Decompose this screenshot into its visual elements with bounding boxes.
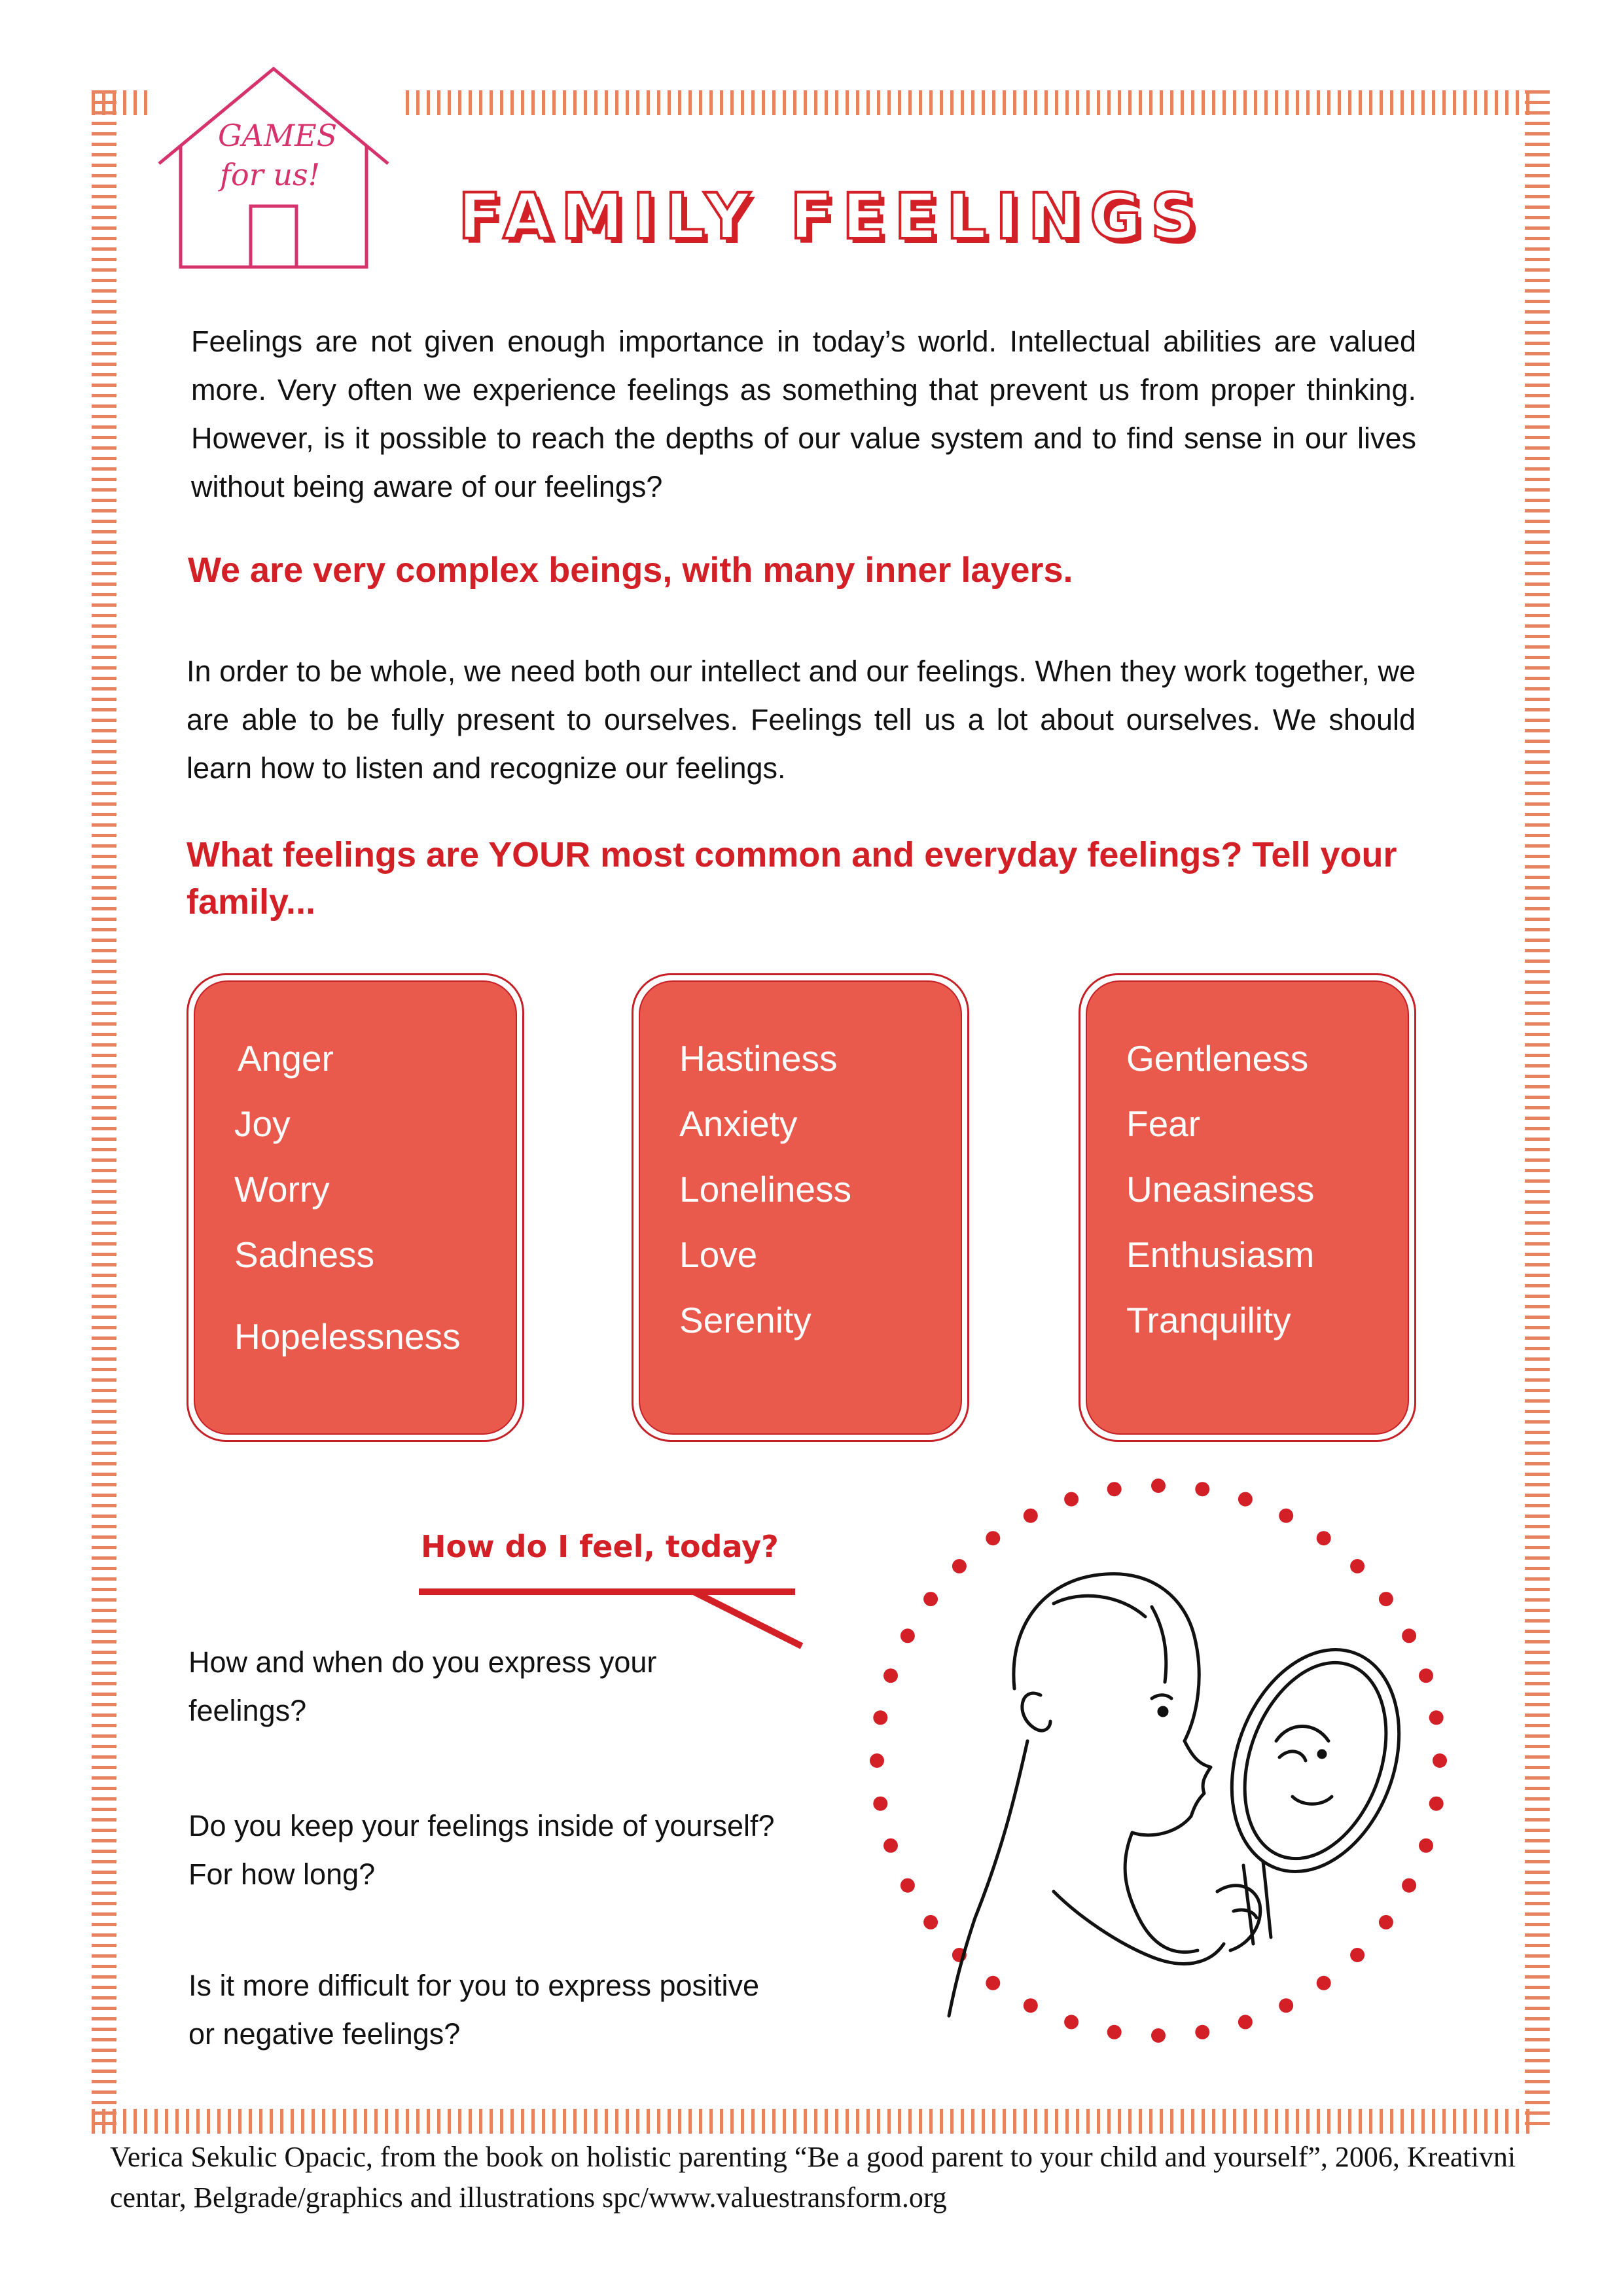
- ring-dot: [1238, 1492, 1253, 1507]
- feeling-item: Sadness: [234, 1234, 375, 1275]
- feeling-item: Anger: [238, 1038, 334, 1079]
- question-heading: How do I feel, today?: [421, 1529, 779, 1564]
- ring-dot: [1151, 1479, 1166, 1493]
- ring-dot: [1151, 2028, 1166, 2043]
- feeling-item: Hopelessness: [234, 1316, 461, 1357]
- whole-paragraph: In order to be whole, we need both our intellect and our feelings. When they work together, we are able to be fully present to ourselves. Feelings tell us a lot about ourselves. We should learn how to listen and recognize our feelings.: [187, 655, 1416, 785]
- feeling-item: Uneasiness: [1126, 1169, 1315, 1210]
- feeling-item: Love: [679, 1234, 758, 1275]
- common-feelings-heading: What feelings are YOUR most common and everyday feelings? Tell your family...: [187, 835, 1397, 922]
- page-title: FAMILY FEELINGS: [458, 180, 1205, 253]
- feeling-item: Fear: [1126, 1103, 1201, 1144]
- feeling-item: Loneliness: [679, 1169, 851, 1210]
- complex-beings-heading: We are very complex beings, with many inner layers.: [188, 550, 1073, 590]
- logo-text-games: GAMES: [218, 118, 338, 153]
- feeling-item: Worry: [234, 1169, 330, 1210]
- ring-dot: [883, 1839, 898, 1853]
- feeling-item: Hastiness: [679, 1038, 838, 1079]
- ring-dot: [873, 1797, 887, 1811]
- ring-dot: [1279, 1509, 1293, 1523]
- frame-left: [92, 90, 116, 2132]
- intro-paragraph: Feelings are not given enough importance in today’s world. Intellectual abilities are valued more. Very often we experience feelings as something that prevent us from proper thinking. However, is it possible to reach the depths of our value system and to find sense in our lives without being aware of our feelings?: [191, 325, 1416, 503]
- ring-dot: [901, 1628, 915, 1643]
- feelings-box-1: [187, 973, 524, 1442]
- ring-dot: [901, 1878, 915, 1893]
- ring-dot: [883, 1668, 898, 1683]
- frame-right: [1525, 90, 1550, 2132]
- ring-dot: [1064, 1492, 1079, 1507]
- ring-dot: [1024, 1509, 1038, 1523]
- ring-dot: [1107, 2025, 1122, 2039]
- ring-dot: [1195, 1482, 1209, 1496]
- feelings-box-2: [632, 973, 969, 1442]
- ring-dot: [870, 1753, 884, 1768]
- question-2: Do you keep your feelings inside of yourself? For how long?: [188, 1809, 775, 1891]
- games-logo: [156, 65, 391, 272]
- feeling-item: Joy: [234, 1103, 291, 1144]
- feeling-item: Gentleness: [1126, 1038, 1309, 1079]
- ring-dot: [873, 1710, 887, 1725]
- speech-pointer-line: [419, 1571, 812, 1649]
- ring-dot: [1195, 2025, 1209, 2039]
- feeling-item: Anxiety: [679, 1103, 798, 1144]
- feelings-box-3: [1079, 973, 1416, 1442]
- feeling-item: Enthusiasm: [1126, 1234, 1315, 1275]
- question-3: Is it more difficult for you to express positive or negative feelings?: [188, 1969, 760, 2051]
- question-1: How and when do you express your feelings?: [188, 1645, 657, 1727]
- footer-credit: Verica Sekulic Opacic, from the book on holistic parenting “Be a good parent to your child and yourself”, 2006, Kreativni centar, Belgrade/graphics and illustrations spc/www.valuestransform.org: [110, 2141, 1516, 2214]
- frame-bottom: [92, 2109, 1535, 2134]
- ring-dot: [1107, 1482, 1122, 1496]
- logo-text-for-us: for us!: [220, 157, 321, 192]
- feeling-item: Tranquility: [1126, 1300, 1291, 1340]
- boy-mirror-illustration: [936, 1525, 1472, 2022]
- feeling-item: Serenity: [679, 1300, 812, 1340]
- frame-top: [406, 90, 1531, 115]
